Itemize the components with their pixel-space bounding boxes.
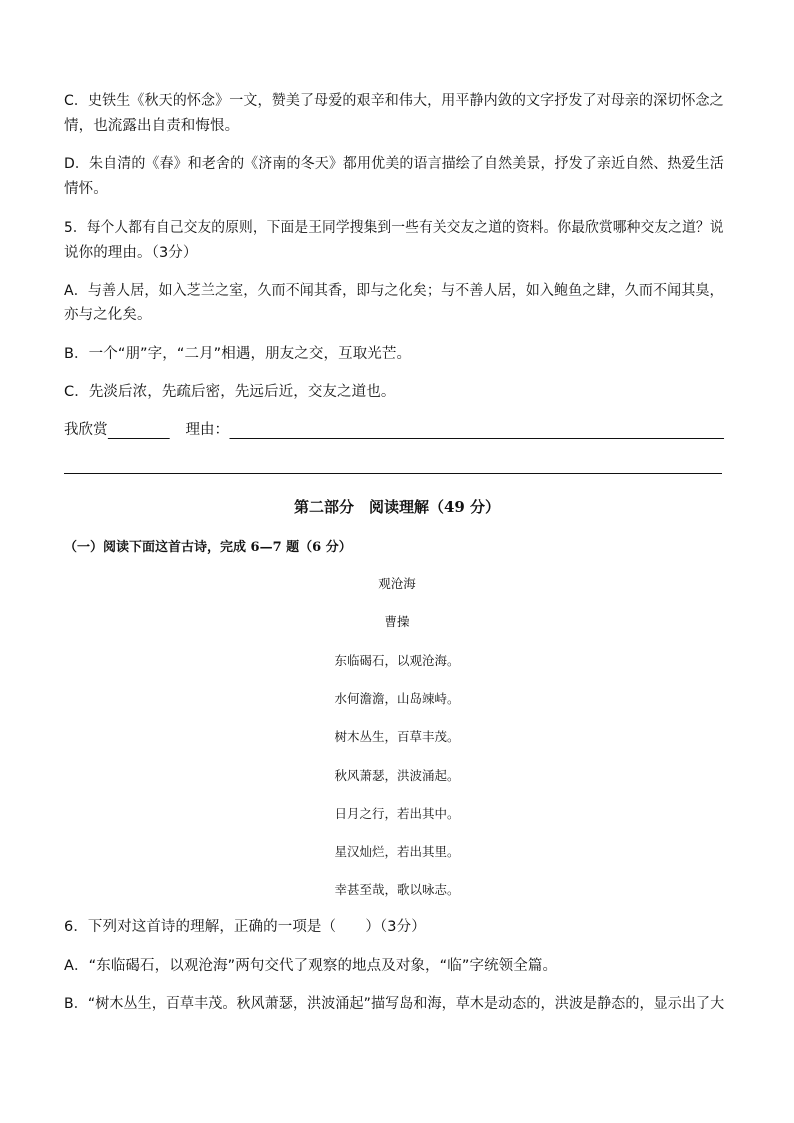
reason-continuation-line[interactable]	[64, 473, 722, 474]
section1-heading: （一）阅读下面这首古诗，完成 6—7 题（6 分）	[64, 540, 352, 555]
poem-author: 曹操	[384, 614, 410, 629]
poem-line: 星汉灿烂，若出其里。	[334, 844, 460, 859]
poem-line: 秋风萧瑟，洪波涌起。	[334, 768, 460, 783]
q4-option-c-line2: 情，也流露出自责和悔恨。	[64, 118, 240, 134]
q5-option-a-line1: A．与善人居，如入芝兰之室，久而不闻其香，即与之化矣；与不善人居，如入鲍鱼之肆，久而不闻其臭，	[64, 283, 724, 299]
poem-line: 东临碣石，以观沧海。	[334, 653, 460, 668]
poem-line: 幸甚至哉，歌以咏志。	[334, 882, 460, 897]
reason-blank[interactable]	[229, 424, 724, 439]
poem-line: 水何澹澹，山岛竦峙。	[334, 691, 460, 706]
q5-option-a-line2: 亦与之化矣。	[64, 307, 152, 323]
q4-option-c-line1: C．史铁生《秋天的怀念》一文，赞美了母爱的艰辛和伟大，用平静内敛的文字抒发了对母亲的深切怀念之	[64, 93, 724, 109]
reason-label: 理由：	[185, 422, 230, 438]
poem-title: 观沧海	[378, 576, 416, 591]
q5-option-b: B．一个“朋”字，“二月”相遇，朋友之交，互取光芒。	[64, 346, 412, 362]
q4-option-d-line1: D．朱自清的《春》和老舍的《济南的冬天》都用优美的语言描绘了自然美景，抒发了亲近自然、热爱生活	[64, 156, 724, 172]
q6-stem: 6．下列对这首诗的理解，正确的一项是（ ）（3分）	[64, 919, 426, 935]
q5-option-c: C．先淡后浓，先疏后密，先远后近，交友之道也。	[64, 384, 396, 400]
q6-option-a: A．“东临碣石，以观沧海”两句交代了观察的地点及对象，“临”字统领全篇。	[64, 958, 558, 974]
q5-stem-line1: 5．每个人都有自己交友的原则，下面是王同学搜集到一些有关交友之道的资料。你最欣赏哪种交友之道？说	[64, 220, 724, 236]
q6-option-b: B．“树木丛生，百草丰茂。秋风萧瑟，洪波涌起”描写岛和海，草木是动态的，洪波是静态的，显示出了大	[64, 996, 725, 1012]
poem-line: 日月之行，若出其中。	[334, 806, 460, 821]
q5-stem-line2: 说你的理由。（3分）	[64, 245, 198, 261]
q4-option-d-line2: 情怀。	[64, 181, 108, 197]
part2-title: 第二部分 阅读理解（49 分）	[293, 498, 501, 516]
poem-line: 树木丛生，百草丰茂。	[334, 729, 460, 744]
answer-prefix: 我欣赏	[64, 422, 108, 438]
q5-answer-line	[64, 421, 724, 439]
preferred-choice-blank[interactable]	[108, 424, 170, 439]
